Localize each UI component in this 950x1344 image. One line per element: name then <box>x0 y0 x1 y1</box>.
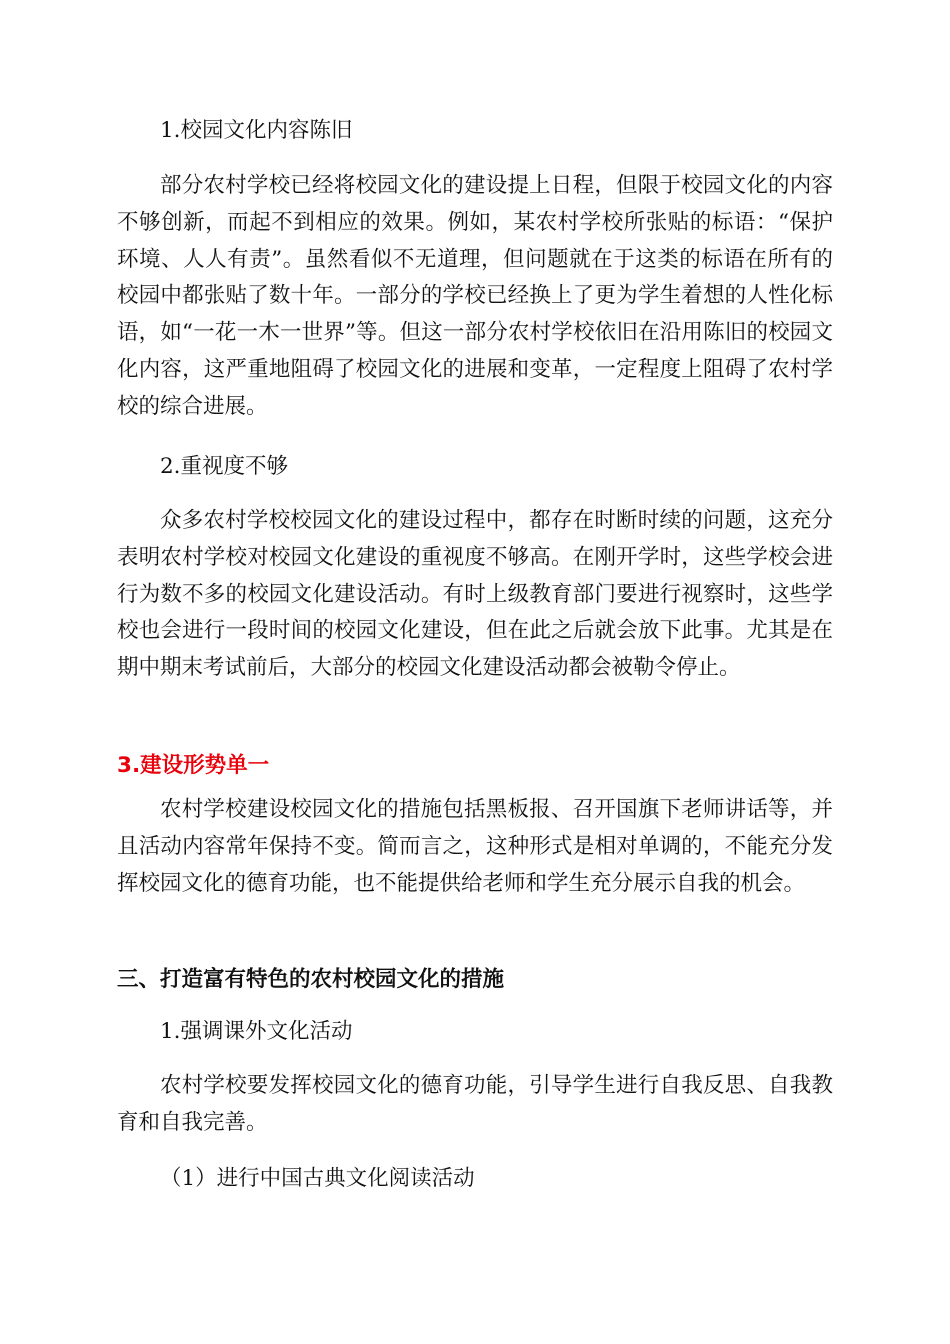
section-heading-measures: 三、打造富有特色的农村校园文化的措施 <box>117 967 505 992</box>
paragraph-insufficient-attention: 众多农村学校校园文化的建设过程中，都存在时断时续的问题，这充分表明农村学校对校园文化建设的重视度不够高。在刚开学时，这些学校会进行为数不多的校园文化建设活动。有时上级教育部门要进行视察时，这些学校也会进行一段时间的校园文化建设，但在此之后就会放下此事。尤其是在期中期末考试前后，大部分的校园文化建设活动都会被勒令停止。 <box>117 508 833 681</box>
subheading-insufficient-attention: 2.重视度不够 <box>160 454 289 479</box>
paragraph-extracurricular: 农村学校要发挥校园文化的德育功能，引导学生进行自我反思、自我教育和自我完善。 <box>117 1073 833 1135</box>
subheading-outdated-content: 1.校园文化内容陈旧 <box>160 118 353 143</box>
subheading-extracurricular: 1.强调课外文化活动 <box>160 1019 353 1044</box>
subheading-single-form: 3.建设形势单一 <box>117 753 270 778</box>
list-item-classical-reading: （1）进行中国古典文化阅读活动 <box>160 1166 475 1191</box>
paragraph-single-form: 农村学校建设校园文化的措施包括黑板报、召开国旗下老师讲话等，并且活动内容常年保持不变。简而言之，这种形式是相对单调的，不能充分发挥校园文化的德育功能，也不能提供给老师和学生充分展示自我的机会。 <box>117 797 833 896</box>
paragraph-outdated-content: 部分农村学校已经将校园文化的建设提上日程，但限于校园文化的内容不够创新，而起不到相应的效果。例如，某农村学校所张贴的标语：“保护环境、人人有责”。虽然看似不无道理，但问题就在于这类的标语在所有的校园中都张贴了数十年。一部分的学校已经换上了更为学生着想的人性化标语，如“一花一木一世界”等。但这一部分农村学校依旧在沿用陈旧的校园文化内容，这严重地阻碍了校园文化的进展和变革，一定程度上阻碍了农村学校的综合进展。 <box>117 173 833 419</box>
